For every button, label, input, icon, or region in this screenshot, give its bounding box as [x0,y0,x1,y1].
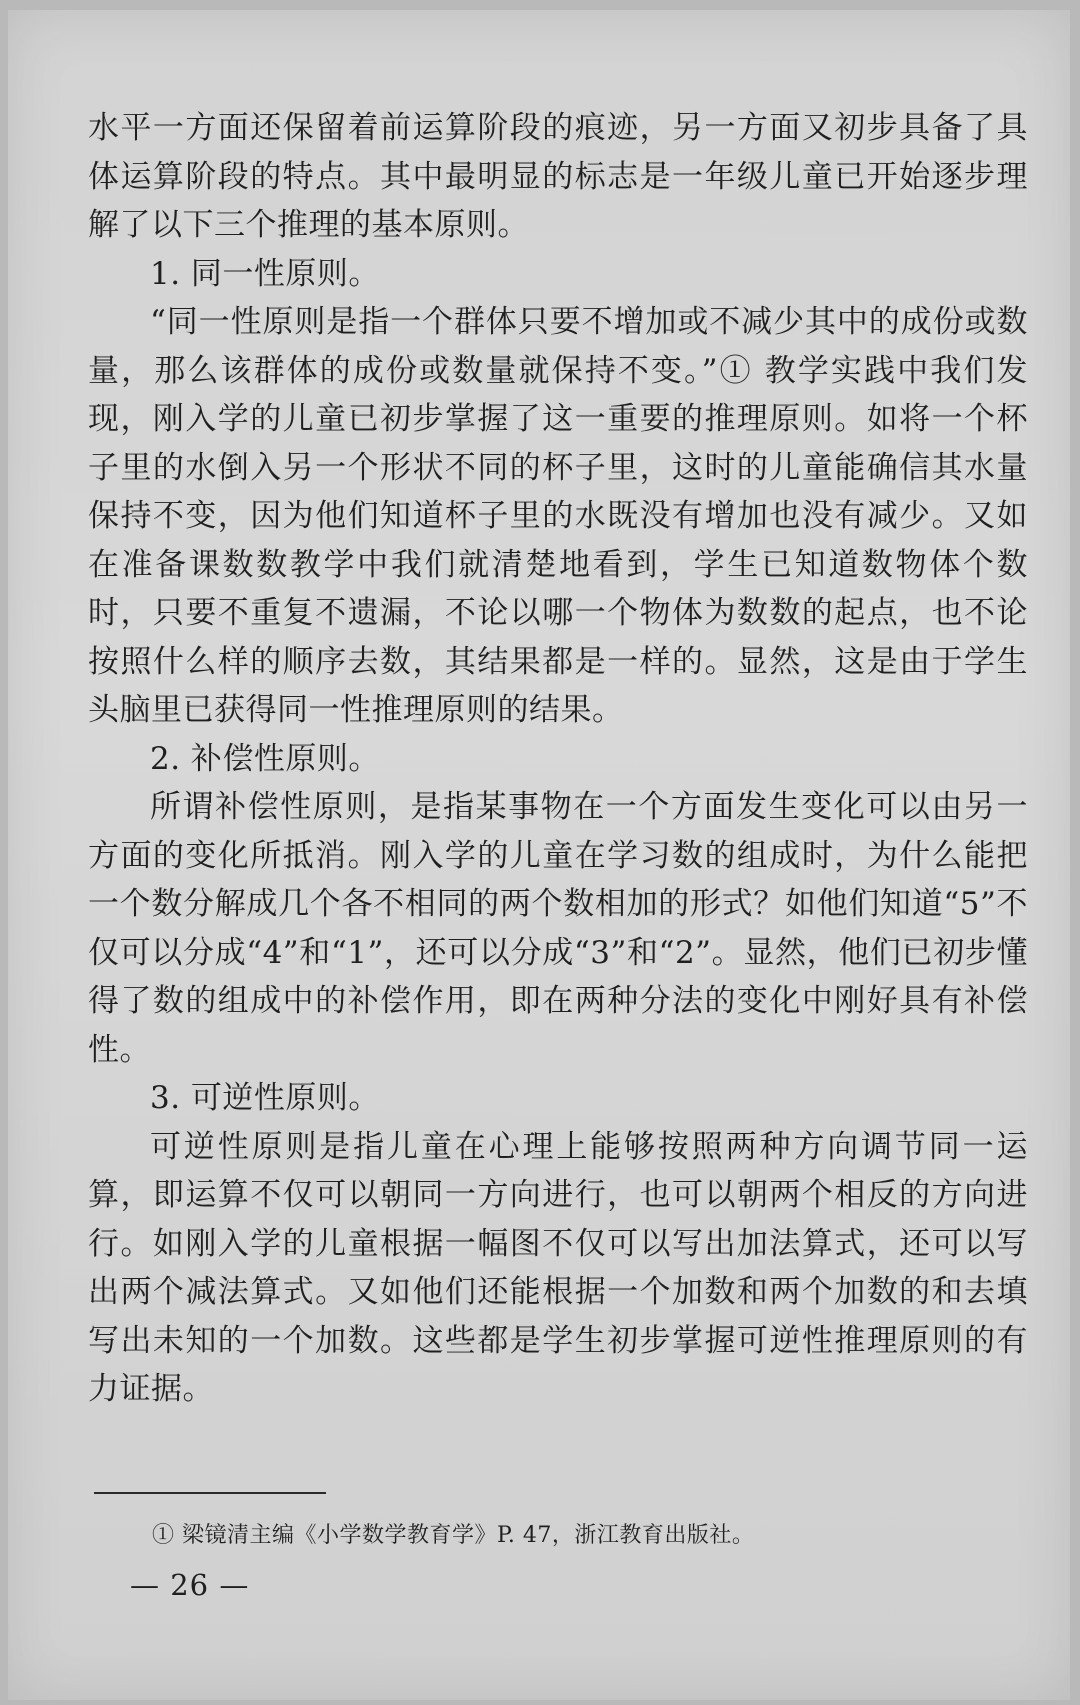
footnote: ① 梁镜清主编《小学数学教育学》P. 47，浙江教育出版社。 [152,1523,755,1548]
heading-identity-principle: 1. 同一性原则。 [150,255,380,292]
paragraph-compensation-principle: 所谓补偿性原则，是指某事物在一个方面发生变化可以由另一方面的变化所抵消。刚入学的儿童在学习数的组成时，为什么能把一个数分解成几个各不相同的两个数相加的形式？如他们知道“5”不仅可以分成“4”和“1”，还可以分成“3”和“2”。显然，他们已初步懂得了数的组成中的补偿作用，即在两种分法的变化中刚好具有补偿性。 [88,789,1028,1068]
paragraph-continuation: 水平一方面还保留着前运算阶段的痕迹，另一方面又初步具备了具体运算阶段的特点。其中最明显的标志是一年级儿童已开始逐步理解了以下三个推理的基本原则。 [88,110,1028,243]
heading-compensation-principle: 2. 补偿性原则。 [150,740,380,777]
page-number: — 26 — [130,1568,250,1602]
body-text [88,104,1028,1414]
paragraph-identity-principle: “同一性原则是指一个群体只要不增加或不减少其中的成份或数量，那么该群体的成份或数量就保持不变。”① 教学实践中我们发现，刚入学的儿童已初步掌握了这一重要的推理原则。如将一个杯子里的水倒入另一个形状不同的杯子里，这时的儿童能确信其水量保持不变，因为他们知道杯子里的水既没有增加也没有减少。又如在准备课数数教学中我们就清楚地看到，学生已知道数物体个数时，只要不重复不遗漏，不论以哪一个物体为数数的起点，也不论按照什么样的顺序去数，其结果都是一样的。显然，这是由于学生头脑里已获得同一性推理原则的结果。 [88,304,1028,728]
footnote-divider [94,1492,326,1494]
paragraph-reversibility-principle: 可逆性原则是指儿童在心理上能够按照两种方向调节同一运算，即运算不仅可以朝同一方向进行，也可以朝两个相反的方向进行。如刚入学的儿童根据一幅图不仅可以写出加法算式，还可以写出两个减法算式。又如他们还能根据一个加数和两个加数的和去填写出未知的一个加数。这些都是学生初步掌握可逆性推理原则的有力证据。 [88,1128,1028,1407]
heading-reversibility-principle: 3. 可逆性原则。 [150,1080,380,1116]
